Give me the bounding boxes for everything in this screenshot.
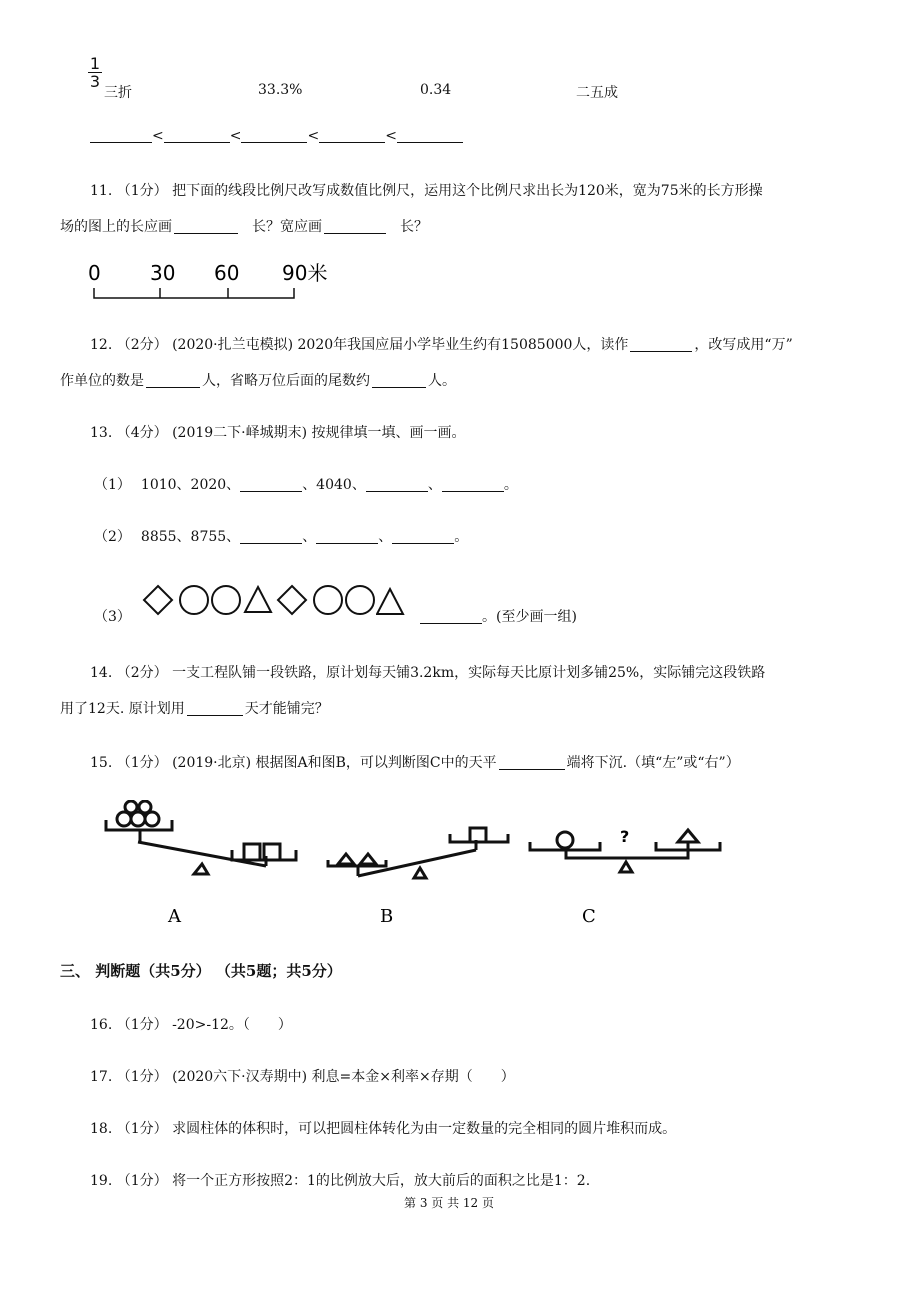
scale-label-0: 0 bbox=[88, 262, 101, 285]
q13-part3-answer bbox=[420, 606, 577, 626]
answer-blank[interactable] bbox=[324, 219, 386, 234]
answer-blank[interactable] bbox=[240, 477, 302, 492]
q11-text: 场的图上的长应画 bbox=[60, 219, 172, 235]
q14-line1: 14. （2分） 一支工程队铺一段铁路，原计划每天铺3.2km，实际每天比原计划多铺25%，实际铺完这段铁路 bbox=[90, 665, 766, 681]
scale-ruler bbox=[94, 288, 294, 298]
answer-blank[interactable] bbox=[240, 529, 302, 544]
fraction-denominator: 3 bbox=[89, 72, 101, 91]
fraction-numerator: 1 bbox=[89, 54, 101, 73]
answer-blank[interactable] bbox=[397, 128, 463, 143]
circle-shape bbox=[314, 586, 342, 614]
sequence-sep: 、 bbox=[427, 477, 442, 493]
line-segment-scale bbox=[86, 262, 346, 306]
label-b: B bbox=[380, 906, 394, 927]
scale-label-90: 90米 bbox=[282, 262, 328, 285]
answer-blank[interactable] bbox=[372, 373, 426, 388]
q12-line1 bbox=[90, 334, 793, 354]
item-decimal: 0.34 bbox=[420, 82, 452, 98]
q11-text: 长？宽应画 bbox=[252, 219, 322, 235]
q11-text: 长？ bbox=[400, 219, 428, 235]
circle-shape bbox=[180, 586, 208, 614]
part-label: （2） bbox=[94, 529, 131, 545]
q11-line1: 11. （1分） 把下面的线段比例尺改写成数值比例尺，运用这个比例尺求出长为120米，宽为75米的长方形操 bbox=[90, 183, 763, 199]
diamond-shape bbox=[144, 586, 172, 614]
circle-shape bbox=[346, 586, 374, 614]
sequence-end: 。 bbox=[503, 477, 518, 493]
shape-pattern bbox=[140, 582, 384, 618]
item-erwucheng: 二五成 bbox=[576, 85, 618, 101]
answer-blank[interactable] bbox=[442, 477, 504, 492]
answer-blank[interactable] bbox=[499, 755, 565, 770]
diamond-shape bbox=[278, 586, 306, 614]
q13-hint: 。(至少画一组) bbox=[482, 609, 577, 625]
q16: 16. （1分） -20>-12。（ ） bbox=[90, 1017, 292, 1033]
triangle-shape bbox=[377, 589, 403, 614]
sequence-sep: 、 bbox=[302, 529, 317, 545]
q14-text: 天才能铺完？ bbox=[244, 701, 329, 717]
sequence-sep: 、 bbox=[378, 529, 393, 545]
item-sanzhe: 三折 bbox=[104, 85, 132, 101]
sequence-text: 1010、2020、 bbox=[140, 477, 241, 493]
answer-blank[interactable] bbox=[630, 337, 692, 352]
circle-shape bbox=[212, 586, 240, 614]
item-percent: 33.3% bbox=[258, 82, 303, 98]
answer-blank[interactable] bbox=[420, 609, 482, 624]
answer-blank[interactable] bbox=[316, 529, 378, 544]
fraction-one-third bbox=[88, 56, 102, 89]
q12-text: 作单位的数是 bbox=[60, 373, 144, 389]
q13-part1 bbox=[94, 474, 518, 494]
less-than-sign: < bbox=[307, 128, 320, 144]
shape-pattern-end bbox=[376, 586, 406, 618]
less-than-sign: < bbox=[385, 128, 397, 144]
q14-line2 bbox=[60, 698, 329, 718]
q15-text: 端将下沉.（填“左”或“右”） bbox=[566, 755, 740, 771]
balance-figures bbox=[100, 800, 730, 930]
answer-blank[interactable] bbox=[187, 701, 243, 716]
q14-text: 用了12天. 原计划用 bbox=[60, 701, 185, 717]
balance-a bbox=[106, 801, 296, 874]
q15-text: 15. （1分） (2019·北京) 根据图A和图B，可以判断图C中的天平 bbox=[90, 755, 497, 771]
q13-part2 bbox=[94, 526, 468, 546]
balance-b bbox=[328, 828, 508, 878]
q12-text: 人，省略万位后面的尾数约 bbox=[202, 373, 370, 389]
sequence-end: 。 bbox=[454, 529, 469, 545]
label-a: A bbox=[168, 906, 181, 927]
q15-line bbox=[90, 752, 740, 772]
order-answer-row bbox=[90, 128, 463, 144]
scale-label-30: 30 bbox=[150, 262, 176, 285]
question-mark: ? bbox=[620, 827, 630, 846]
sequence-text: 、4040、 bbox=[302, 477, 366, 493]
sequence-text: 8855、8755、 bbox=[140, 529, 241, 545]
answer-blank[interactable] bbox=[392, 529, 454, 544]
less-than-sign: < bbox=[152, 128, 164, 144]
q18: 18. （1分） 求圆柱体的体积时，可以把圆柱体转化为由一定数量的完全相同的圆片堆积而成。 bbox=[90, 1121, 677, 1137]
answer-blank[interactable] bbox=[90, 128, 152, 143]
answer-blank[interactable] bbox=[164, 128, 230, 143]
part-label: （1） bbox=[94, 477, 131, 493]
answer-blank[interactable] bbox=[146, 373, 200, 388]
q12-text: 12. （2分） (2020·扎兰屯模拟) 2020年我国应届小学毕业生约有15085000人，读作 bbox=[90, 337, 629, 353]
q17: 17. （1分） (2020六下·汉寿期中) 利息=本金×利率×存期（ ） bbox=[90, 1069, 515, 1085]
page-footer: 第 3 页 共 12 页 bbox=[404, 1196, 494, 1210]
q11-line2 bbox=[60, 216, 428, 236]
part-label: （3） bbox=[94, 609, 131, 625]
section-title: 三、 判断题（共5分） （共5题；共5分） bbox=[60, 962, 342, 980]
label-c: C bbox=[582, 906, 596, 927]
q12-text: 人。 bbox=[428, 373, 456, 389]
scale-label-60: 60 bbox=[214, 262, 240, 285]
less-than-sign: < bbox=[229, 128, 242, 144]
answer-blank[interactable] bbox=[174, 219, 238, 234]
answer-blank[interactable] bbox=[319, 128, 385, 143]
q13-stem: 13. （4分） (2019二下·峄城期末) 按规律填一填、画一画。 bbox=[90, 425, 466, 441]
triangle-shape bbox=[245, 587, 271, 612]
answer-blank[interactable] bbox=[366, 477, 428, 492]
q12-text: ，改写成用“万” bbox=[694, 337, 793, 353]
q19: 19. （1分） 将一个正方形按照2：1的比例放大后，放大前后的面积之比是1：2. bbox=[90, 1173, 591, 1189]
q12-line2 bbox=[60, 370, 456, 390]
answer-blank[interactable] bbox=[241, 128, 307, 143]
